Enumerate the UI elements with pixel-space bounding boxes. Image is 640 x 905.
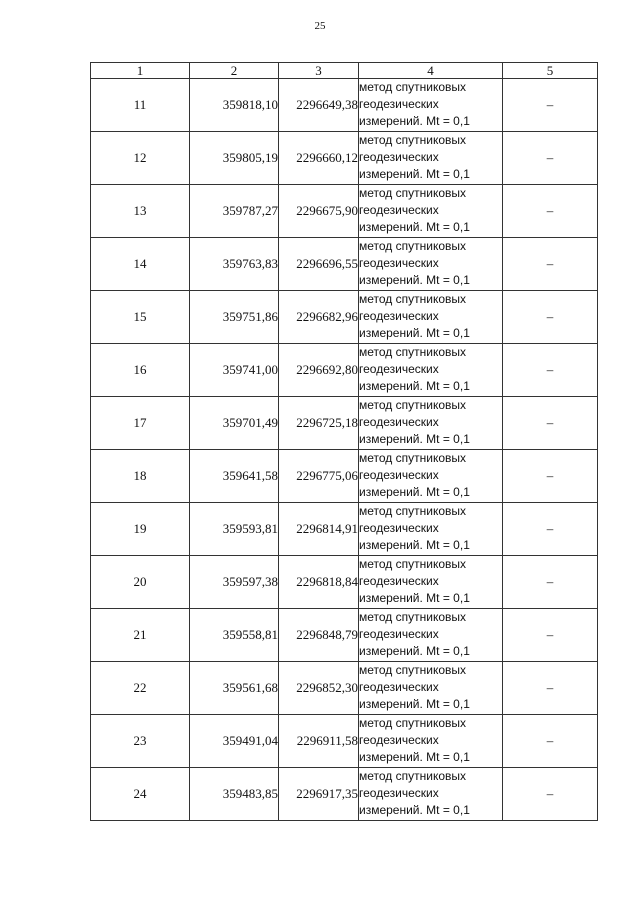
method-line: геодезических: [359, 150, 439, 164]
column-header-3: 3: [279, 63, 359, 79]
method-line: метод спутниковых: [359, 716, 467, 730]
table-header-row: [91, 63, 598, 79]
coordinate-x: 359483,85: [190, 768, 279, 821]
method-line: измерений. Mt = 0,1: [359, 538, 470, 552]
coordinate-x: 359561,68: [190, 662, 279, 715]
method-line: геодезических: [359, 733, 439, 747]
point-number: 16: [91, 344, 190, 397]
coordinate-x: 359558,81: [190, 609, 279, 662]
table-row: [91, 450, 598, 503]
note-cell: –: [503, 503, 598, 556]
coordinate-y: 2296682,96: [279, 291, 359, 344]
method-line: измерений. Mt = 0,1: [359, 379, 470, 393]
coordinate-x: 359763,83: [190, 238, 279, 291]
method-line: измерений. Mt = 0,1: [359, 432, 470, 446]
table-row: [91, 609, 598, 662]
method-line: метод спутниковых: [359, 186, 467, 200]
table-row: [91, 662, 598, 715]
method-line: метод спутниковых: [359, 451, 467, 465]
method-line: геодезических: [359, 786, 439, 800]
coordinate-x: 359597,38: [190, 556, 279, 609]
method-line: метод спутниковых: [359, 345, 467, 359]
method-line: измерений. Mt = 0,1: [359, 485, 470, 499]
note-cell: –: [503, 185, 598, 238]
point-number: 14: [91, 238, 190, 291]
point-number: 20: [91, 556, 190, 609]
method-line: метод спутниковых: [359, 133, 467, 147]
point-number: 13: [91, 185, 190, 238]
coordinate-y: 2296775,06: [279, 450, 359, 503]
method-line: метод спутниковых: [359, 663, 467, 677]
note-cell: –: [503, 291, 598, 344]
method-description: [359, 662, 503, 715]
coordinate-y: 2296911,58: [279, 715, 359, 768]
note-cell: –: [503, 609, 598, 662]
table-row: [91, 556, 598, 609]
method-line: геодезических: [359, 468, 439, 482]
point-number: 22: [91, 662, 190, 715]
coordinate-y: 2296725,18: [279, 397, 359, 450]
coordinate-x: 359641,58: [190, 450, 279, 503]
method-line: геодезических: [359, 256, 439, 270]
note-cell: –: [503, 768, 598, 821]
method-line: геодезических: [359, 627, 439, 641]
method-line: измерений. Mt = 0,1: [359, 644, 470, 658]
table-row: [91, 397, 598, 450]
point-number: 24: [91, 768, 190, 821]
method-line: измерений. Mt = 0,1: [359, 591, 470, 605]
table-row: [91, 79, 598, 132]
point-number: 17: [91, 397, 190, 450]
method-line: метод спутниковых: [359, 292, 467, 306]
coordinate-y: 2296692,80: [279, 344, 359, 397]
point-number: 23: [91, 715, 190, 768]
coordinate-y: 2296852,30: [279, 662, 359, 715]
method-description: [359, 344, 503, 397]
column-header-1: 1: [91, 63, 190, 79]
note-cell: –: [503, 715, 598, 768]
coordinate-y: 2296649,38: [279, 79, 359, 132]
method-line: метод спутниковых: [359, 557, 467, 571]
note-cell: –: [503, 556, 598, 609]
note-cell: –: [503, 238, 598, 291]
coordinate-y: 2296818,84: [279, 556, 359, 609]
coordinate-x: 359741,00: [190, 344, 279, 397]
method-line: метод спутниковых: [359, 239, 467, 253]
column-header-5: 5: [503, 63, 598, 79]
method-line: измерений. Mt = 0,1: [359, 803, 470, 817]
coordinate-x: 359787,27: [190, 185, 279, 238]
note-cell: –: [503, 450, 598, 503]
point-number: 15: [91, 291, 190, 344]
method-description: [359, 79, 503, 132]
table-row: [91, 715, 598, 768]
method-description: [359, 556, 503, 609]
coordinate-x: 359818,10: [190, 79, 279, 132]
note-cell: –: [503, 662, 598, 715]
table-row: [91, 238, 598, 291]
method-description: [359, 397, 503, 450]
coordinate-y: 2296675,90: [279, 185, 359, 238]
method-description: [359, 503, 503, 556]
point-number: 18: [91, 450, 190, 503]
method-line: метод спутниковых: [359, 769, 467, 783]
note-cell: –: [503, 132, 598, 185]
coordinate-y: 2296917,35: [279, 768, 359, 821]
method-description: [359, 768, 503, 821]
coordinate-x: 359701,49: [190, 397, 279, 450]
point-number: 11: [91, 79, 190, 132]
table-row: [91, 503, 598, 556]
method-description: [359, 609, 503, 662]
point-number: 19: [91, 503, 190, 556]
method-line: измерений. Mt = 0,1: [359, 167, 470, 181]
coordinate-x: 359491,04: [190, 715, 279, 768]
method-line: геодезических: [359, 574, 439, 588]
coordinate-y: 2296660,12: [279, 132, 359, 185]
method-line: метод спутниковых: [359, 610, 467, 624]
note-cell: –: [503, 344, 598, 397]
method-description: [359, 291, 503, 344]
coordinate-y: 2296848,79: [279, 609, 359, 662]
method-description: [359, 450, 503, 503]
method-line: геодезических: [359, 203, 439, 217]
table-body: [91, 79, 598, 821]
method-line: измерений. Mt = 0,1: [359, 220, 470, 234]
method-line: геодезических: [359, 415, 439, 429]
page-number: 25: [314, 20, 326, 32]
method-description: [359, 185, 503, 238]
table-row: [91, 344, 598, 397]
coordinate-x: 359593,81: [190, 503, 279, 556]
table-row: [91, 132, 598, 185]
coordinate-x: 359751,86: [190, 291, 279, 344]
method-description: [359, 238, 503, 291]
coordinates-table: [90, 62, 598, 821]
note-cell: –: [503, 79, 598, 132]
method-line: измерений. Mt = 0,1: [359, 326, 470, 340]
method-line: измерений. Mt = 0,1: [359, 697, 470, 711]
method-line: метод спутниковых: [359, 504, 467, 518]
coordinate-y: 2296696,55: [279, 238, 359, 291]
method-line: метод спутниковых: [359, 80, 467, 94]
table-row: [91, 291, 598, 344]
point-number: 21: [91, 609, 190, 662]
method-description: [359, 132, 503, 185]
method-description: [359, 715, 503, 768]
method-line: геодезических: [359, 309, 439, 323]
note-cell: –: [503, 397, 598, 450]
method-line: геодезических: [359, 362, 439, 376]
method-line: геодезических: [359, 97, 439, 111]
table-row: [91, 185, 598, 238]
method-line: геодезических: [359, 680, 439, 694]
coordinate-y: 2296814,91: [279, 503, 359, 556]
method-line: измерений. Mt = 0,1: [359, 114, 470, 128]
table-row: [91, 768, 598, 821]
point-number: 12: [91, 132, 190, 185]
method-line: измерений. Mt = 0,1: [359, 273, 470, 287]
column-header-4: 4: [359, 63, 503, 79]
coordinate-x: 359805,19: [190, 132, 279, 185]
method-line: измерений. Mt = 0,1: [359, 750, 470, 764]
column-header-2: 2: [190, 63, 279, 79]
method-line: геодезических: [359, 521, 439, 535]
method-line: метод спутниковых: [359, 398, 467, 412]
